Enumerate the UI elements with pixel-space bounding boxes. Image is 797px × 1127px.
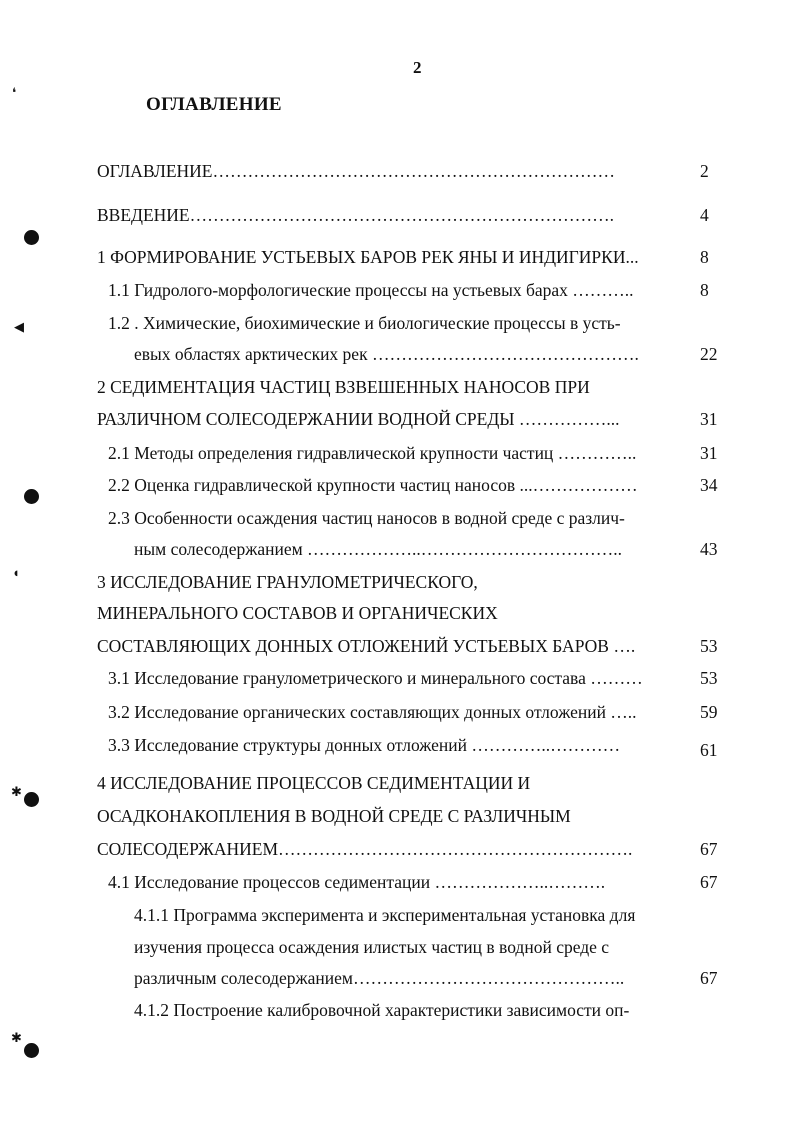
toc-line: МИНЕРАЛЬНОГО СОСТАВОВ И ОРГАНИЧЕСКИХ [97,603,498,623]
scan-speck: ◀ [14,319,24,334]
toc-line: 4.1.1 Программа эксперимента и экспериментальная установка для [134,905,636,925]
scan-speck: ◖ [12,565,20,580]
toc-page-number: 53 [700,668,718,688]
toc-line: ВВЕДЕНИЕ………………………………………………………………. [97,205,615,225]
toc-line: 3.3 Исследование структуры донных отложений …………..………… [108,735,621,755]
toc-line: 4.1 Исследование процессов седиментации ………………..………. [108,872,606,892]
toc-page-number: 8 [700,280,709,300]
toc-page-number: 31 [700,443,718,463]
scan-speck: ✱ [11,784,22,799]
toc-line: различным солесодержанием……………………………………….. [134,968,625,988]
toc-line: СОСТАВЛЯЮЩИХ ДОННЫХ ОТЛОЖЕНИЙ УСТЬЕВЫХ БАРОВ …. [97,636,636,656]
toc-line: РАЗЛИЧНОМ СОЛЕСОДЕРЖАНИИ ВОДНОЙ СРЕДЫ ……………... [97,409,620,429]
page-number: 2 [413,58,422,77]
toc-page-number: 43 [700,539,718,559]
scan-speck: ❛ [12,85,17,100]
toc-page-number: 67 [700,872,718,892]
toc-line: 1 ФОРМИРОВАНИЕ УСТЬЕВЫХ БАРОВ РЕК ЯНЫ И ИНДИГИРКИ... [97,247,639,267]
binder-hole-dot [24,1043,39,1058]
toc-page-number: 53 [700,636,718,656]
toc-line: изучения процесса осаждения илистых частиц в водной среде с [134,937,610,957]
toc-line: 1.1 Гидролого-морфологические процессы на устьевых барах ……….. [108,280,634,300]
toc-page-number: 4 [700,205,709,225]
toc-line: евых областях арктических рек ………………………………………. [134,344,639,364]
toc-line: СОЛЕСОДЕРЖАНИЕМ……………………………………………………. [97,839,633,859]
toc-line: 2.2 Оценка гидравлической крупности частиц наносов ...……………… [108,475,638,495]
toc-page-number: 31 [700,409,718,429]
toc-page-number: 61 [700,740,718,760]
toc-page-number: 67 [700,968,718,988]
toc-line: 3.2 Исследование органических составляющих донных отложений ….. [108,702,637,722]
toc-page-number: 22 [700,344,718,364]
binder-hole-dot [24,792,39,807]
toc-page-number: 8 [700,247,709,267]
toc-line: 3.1 Исследование гранулометрического и минерального состава ……… [108,668,643,688]
toc-line: ным солесодержанием ………………..…………………………….. [134,539,623,559]
toc-line: 4.1.2 Построение калибровочной характеристики зависимости оп- [134,1000,630,1020]
binder-hole-dot [24,230,39,245]
toc-page-number: 59 [700,702,718,722]
toc-line: 1.2 . Химические, биохимические и биологические процессы в усть- [108,313,621,333]
toc-page-number: 34 [700,475,718,495]
scan-speck: ✱ [11,1030,22,1045]
toc-page-number: 2 [700,161,709,181]
toc-line: 2.1 Методы определения гидравлической крупности частиц ………….. [108,443,637,463]
toc-line: 2 СЕДИМЕНТАЦИЯ ЧАСТИЦ ВЗВЕШЕННЫХ НАНОСОВ ПРИ [97,377,590,397]
toc-line: 2.3 Особенности осаждения частиц наносов в водной среде с различ- [108,508,625,528]
binder-hole-dot [24,489,39,504]
toc-line: ОСАДКОНАКОПЛЕНИЯ В ВОДНОЙ СРЕДЕ С РАЗЛИЧНЫМ [97,806,571,826]
page-title: ОГЛАВЛЕНИЕ [146,94,282,115]
toc-line: ОГЛАВЛЕНИЕ…………………………………………………………… [97,161,615,181]
toc-line: 4 ИССЛЕДОВАНИЕ ПРОЦЕССОВ СЕДИМЕНТАЦИИ И [97,773,531,793]
toc-line: 3 ИССЛЕДОВАНИЕ ГРАНУЛОМЕТРИЧЕСКОГО, [97,572,478,592]
toc-page-number: 67 [700,839,718,859]
